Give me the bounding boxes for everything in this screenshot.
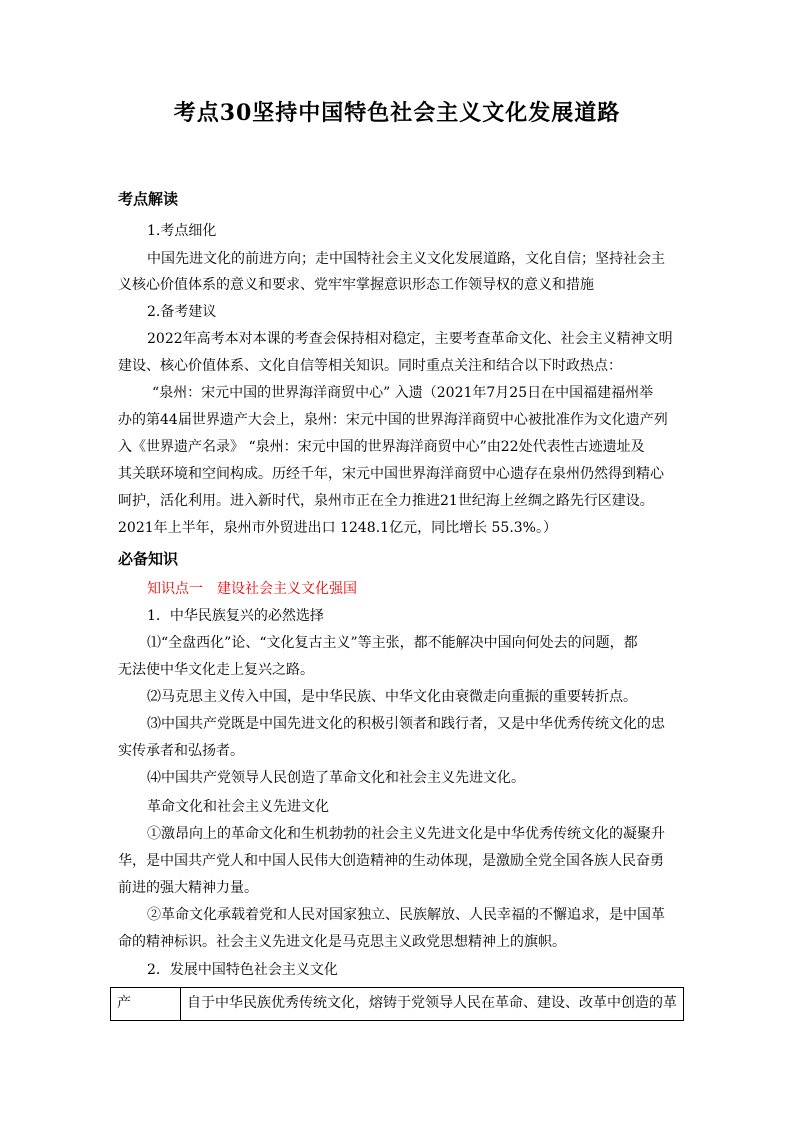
paragraph-line: 2．发展中国特色社会主义文化 (147, 962, 338, 978)
table-cell: 产 (111, 988, 181, 1021)
paragraph-line: 2022年高考本对本课的考查会保持相对稳定，主要考查革命文化、社会主义精神文明 (147, 331, 673, 347)
paragraph-line: 华，是中国共产党人和中国人民伟大创造精神的生动体现，是激励全党全国各族人民奋勇 (118, 853, 664, 869)
page-title: 考点30坚持中国特色社会主义文化发展道路 (173, 100, 621, 126)
section-heading-essential-knowledge: 必备知识 (118, 550, 179, 568)
paragraph-line: 前进的强大精神力量。 (118, 880, 258, 896)
paragraph-line: 建设、核心价值体系、文化自信等相关知识。同时重点关注和结合以下时政热点： (118, 358, 622, 374)
content-table (110, 987, 684, 1021)
paragraph-line: 1．中华民族复兴的必然选择 (147, 608, 324, 624)
section-heading-interpretation: 考点解读 (118, 190, 179, 208)
paragraph-line: 2.备考建议 (147, 304, 217, 320)
paragraph-line: 革命文化和社会主义先进文化 (147, 799, 329, 815)
paragraph-line: 入《世界遗产名录》 “泉州：宋元中国的世界海洋商贸中心”由22处代表性古迹遗址及 (118, 439, 645, 455)
paragraph-line: 实传承者和弘扬者。 (118, 743, 244, 759)
paragraph-line: 办的第44届世界遗产大会上，泉州：宋元中国的世界海洋商贸中心被批准作为文化遗产列 (118, 412, 668, 428)
paragraph-line: ①激昂向上的革命文化和生机勃勃的社会主义先进文化是中华优秀传统文化的凝聚升 (147, 826, 665, 842)
paragraph-line: 中国先进文化的前进方向；走中国特社会主义文化发展道路，文化自信；坚持社会主 (147, 251, 665, 267)
paragraph-line: 呵护，活化利用。进入新时代，泉州市正在全力推进21世纪海上丝绸之路先行区建设。 (118, 493, 654, 509)
knowledge-point-heading: 知识点一 建设社会主义文化强国 (147, 581, 357, 597)
paragraph-line: 义核心价值体系的意义和要求、党牢牢掌握意识形态工作领导权的意义和措施 (118, 277, 594, 293)
paragraph-line: 无法使中华文化走上复兴之路。 (118, 662, 314, 678)
paragraph-line: 其关联环境和空间构成。历经千年，宋元中国世界海洋商贸中心遗存在泉州仍然得到精心 (118, 466, 664, 482)
paragraph-line: “泉州：宋元中国的世界海洋商贸中心” 入遗（2021年7月25日在中国福建福州举 (152, 385, 654, 401)
paragraph-line: ⑷中国共产党领导人民创造了革命文化和社会主义先进文化。 (147, 770, 525, 786)
paragraph-line: ⑵马克思主义传入中国，是中华民族、中华文化由衰微走向重振的重要转折点。 (147, 689, 637, 705)
paragraph-line: 命的精神标识。社会主义先进文化是马克思主义政党思想精神上的旗帜。 (118, 934, 566, 950)
paragraph-line: ⑴“全盘西化”论、“文化复古主义”等主张，都不能解决中国向何处去的问题，都 (147, 635, 638, 651)
paragraph-line: 2021年上半年，泉州市外贸进出口 1248.1亿元，同比增长 55.3%。） (118, 520, 557, 536)
table-row (111, 988, 684, 1021)
paragraph-line: ⑶中国共产党既是中国先进文化的积极引领者和践行者，又是中华优秀传统文化的忠 (147, 716, 665, 732)
paragraph-line: 1.考点细化 (147, 223, 217, 239)
table-cell: 自于中华民族优秀传统文化，熔铸于党领导人民在革命、建设、改革中创造的革 (181, 988, 684, 1021)
paragraph-line: ②革命文化承载着党和人民对国家独立、民族解放、人民幸福的不懈追求，是中国革 (147, 907, 665, 923)
